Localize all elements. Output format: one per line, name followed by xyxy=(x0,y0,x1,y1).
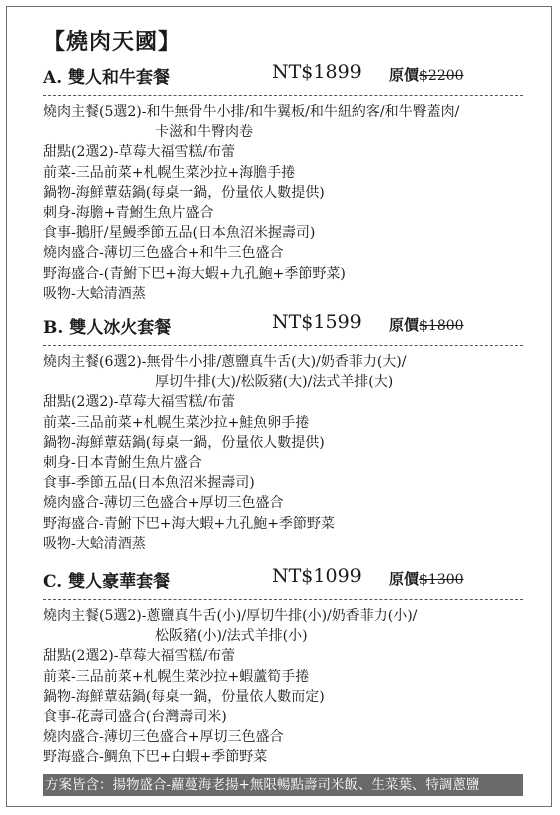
set-item: 刺身-日本青鮒生魚片盛合 xyxy=(43,455,202,472)
set-item: 燒肉主餐(6選2)-無骨牛小排/蔥鹽真牛舌(大)/奶香菲力(大)/ xyxy=(43,354,407,370)
set-original-price: 原價$2200 xyxy=(389,66,464,84)
set-item: 刺身-海膽+青鮒生魚片盛合 xyxy=(43,205,214,222)
set-c xyxy=(43,567,523,768)
set-item: 松阪豬(小)/法式羊排(小) xyxy=(155,628,308,645)
set-b xyxy=(43,313,523,554)
menu-card xyxy=(6,6,552,807)
set-name: A. 雙人和牛套餐 xyxy=(43,68,171,88)
footer-note: 方案皆含：揚物盛合-蘿蔓海老揚+無限暢點壽司米飯、生菜葉、特調蔥鹽 xyxy=(43,774,523,796)
set-item: 燒肉主餐(5選2)-蔥鹽真牛舌(小)/厚切牛排(小)/奶香菲力(小)/ xyxy=(43,608,418,624)
menu-title: 【燒肉天國】 xyxy=(43,29,182,55)
set-item: 燒肉盛合-薄切三色盛合+厚切三色盛合 xyxy=(43,495,284,512)
set-item: 燒肉盛合-薄切三色盛合+厚切三色盛合 xyxy=(43,729,284,746)
set-original-price: 原價$1300 xyxy=(389,570,464,588)
set-item: 鍋物-海鮮蕈菇鍋(每桌一鍋，份量依人數提供) xyxy=(43,184,325,201)
set-item: 吸物-大蛤清酒蒸 xyxy=(43,535,146,552)
set-item: 前菜-三品前菜+札幌生菜沙拉+海膽手捲 xyxy=(43,164,296,181)
set-name: C. 雙人豪華套餐 xyxy=(43,572,171,592)
set-price: NT$1599 xyxy=(272,311,362,333)
set-item: 前菜-三品前菜+札幌生菜沙拉+鮭魚卵手捲 xyxy=(43,414,310,431)
set-item: 鍋物-海鮮蕈菇鍋(每桌一鍋，份量依人數而定) xyxy=(43,688,325,705)
divider xyxy=(43,95,523,96)
set-item: 厚切牛排(大)/松阪豬(大)/法式羊排(大) xyxy=(155,374,394,391)
set-item: 鍋物-海鮮蕈菇鍋(每桌一鍋，份量依人數提供) xyxy=(43,434,325,451)
set-item: 甜點(2選2)-草莓大福雪糕/布蕾 xyxy=(43,394,236,411)
set-item: 甜點(2選2)-草莓大福雪糕/布蕾 xyxy=(43,144,236,161)
set-item: 食事-季節五品(日本魚沼米握壽司) xyxy=(43,475,255,492)
set-item: 燒肉盛合-薄切三色盛合+和牛三色盛合 xyxy=(43,245,284,262)
set-item: 食事-花壽司盛合(台灣壽司米) xyxy=(43,709,227,726)
set-price: NT$1099 xyxy=(272,565,362,587)
divider xyxy=(43,345,523,346)
set-item: 吸物-大蛤清酒蒸 xyxy=(43,285,146,302)
set-item: 前菜-三品前菜+札幌生菜沙拉+蝦蘆筍手捲 xyxy=(43,668,310,685)
set-item: 野海盛合-鯛魚下巴+白蝦+季節野菜 xyxy=(43,749,268,766)
set-item: 卡滋和牛臀肉卷 xyxy=(155,124,253,141)
divider xyxy=(43,599,523,600)
set-a xyxy=(43,63,523,304)
set-item: 甜點(2選2)-草莓大福雪糕/布蕾 xyxy=(43,648,236,665)
set-item: 野海盛合-青鮒下巴+海大蝦+九孔鮑+季節野菜 xyxy=(43,515,335,532)
set-price: NT$1899 xyxy=(272,61,362,83)
set-item: 食事-鵝肝/星鰻季節五品(日本魚沼米握壽司) xyxy=(43,225,316,242)
set-item: 野海盛合-(青鮒下巴+海大蝦+九孔鮑+季節野菜) xyxy=(43,265,346,282)
set-name: B. 雙人冰火套餐 xyxy=(43,318,172,338)
set-item: 燒肉主餐(5選2)-和牛無骨牛小排/和牛翼板/和牛紐約客/和牛臀蓋肉/ xyxy=(43,104,460,120)
set-original-price: 原價$1800 xyxy=(389,316,464,334)
